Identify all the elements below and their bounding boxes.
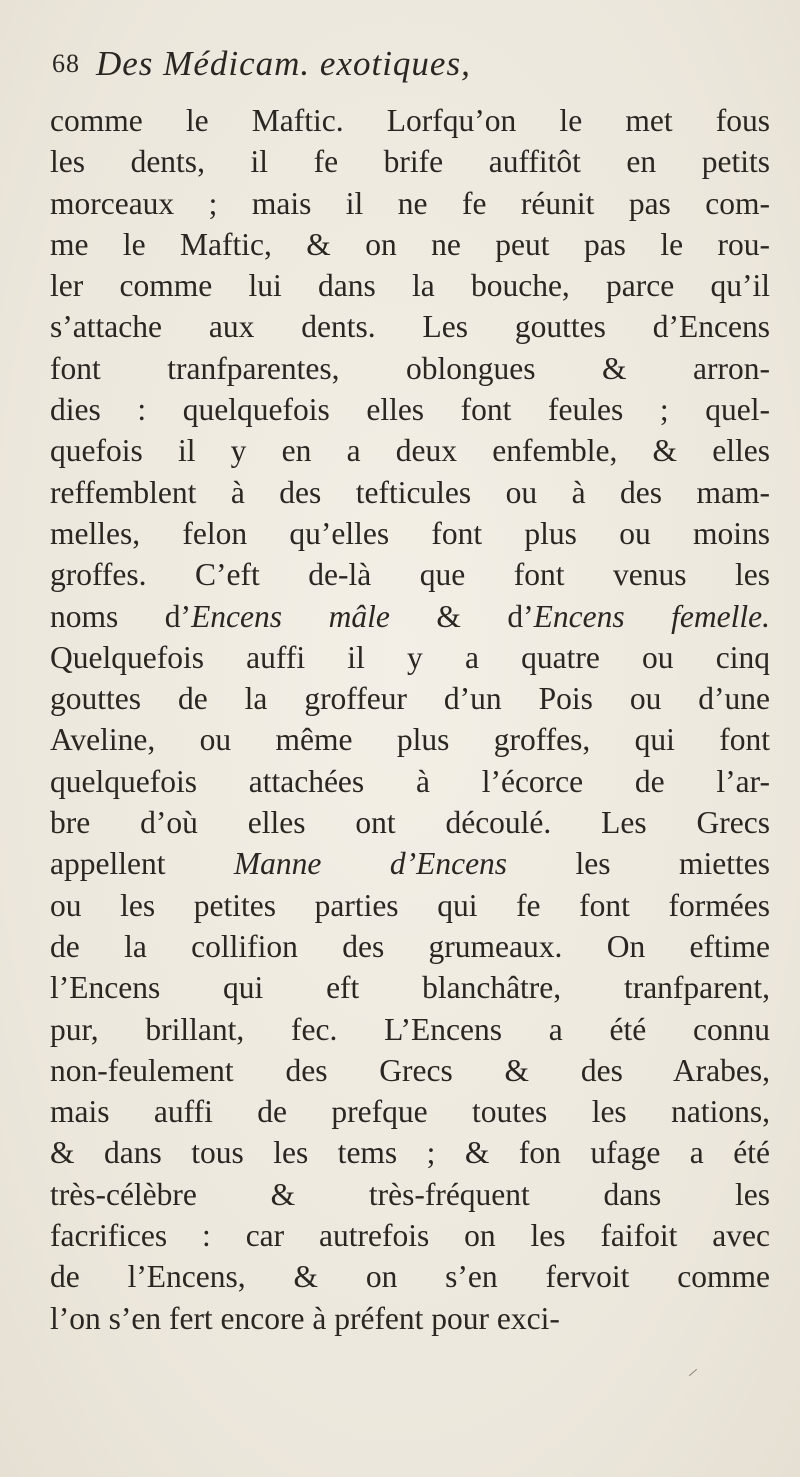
text-line: de l’Encens, & on s’en fervoit comme bbox=[50, 1259, 770, 1295]
text-line: pur, brillant, fec. L’Encens a été connu bbox=[50, 1011, 770, 1047]
text-line: morceaux ; mais il ne fe réunit pas com- bbox=[50, 185, 770, 221]
text-line: ler comme lui dans la bouche, parce qu’il bbox=[50, 268, 770, 304]
running-title: Des Médicam. exotiques, bbox=[96, 44, 471, 83]
text-line: l’Encens qui eft blanchâtre, tranfparent, bbox=[50, 970, 770, 1006]
text-line: de la collifion des grumeaux. On eftime bbox=[50, 928, 770, 964]
page-number: 68 bbox=[52, 49, 80, 78]
text-line: non-feulement des Grecs & des Arabes, bbox=[50, 1052, 770, 1088]
running-header bbox=[52, 44, 772, 94]
text-line: mais auffi de prefque toutes les nations, bbox=[50, 1094, 770, 1130]
text-line: facrifices : car autrefois on les faifoit avec bbox=[50, 1218, 770, 1254]
text-line: melles, felon qu’elles font plus ou moins bbox=[50, 515, 770, 551]
text-line: les dents, il fe brife auffitôt en petits bbox=[50, 144, 770, 180]
text-line: l’on s’en fert encore à préfent pour exci- bbox=[50, 1300, 560, 1336]
text-line: gouttes de la groffeur d’un Pois ou d’une bbox=[50, 681, 770, 717]
text-line: appellent Manne d’Encens les miettes bbox=[50, 846, 770, 882]
text-line: me le Maftic, & on ne peut pas le rou- bbox=[50, 226, 770, 262]
text-line: quelquefois attachées à l’écorce de l’ar- bbox=[50, 763, 770, 799]
ink-mark bbox=[689, 1369, 697, 1376]
text-line: bre d’où elles ont découlé. Les Grecs bbox=[50, 805, 770, 841]
text-line: ou les petites parties qui fe font formées bbox=[50, 887, 770, 923]
text-line: & dans tous les tems ; & fon ufage a été bbox=[50, 1135, 770, 1171]
text-line: très-célèbre & très-fréquent dans les bbox=[50, 1176, 770, 1212]
text-line: dies : quelquefois elles font feules ; quel- bbox=[50, 392, 770, 428]
text-line: comme le Maftic. Lorfqu’on le met fous bbox=[50, 103, 770, 138]
text-line: reffemblent à des tefticules ou à des mam- bbox=[50, 474, 770, 510]
text-line: Aveline, ou même plus groffes, qui font bbox=[50, 722, 770, 758]
body-text bbox=[50, 100, 770, 1339]
text-line: Quelquefois auffi il y a quatre ou cinq bbox=[50, 639, 770, 675]
text-line: s’attache aux dents. Les gouttes d’Encens bbox=[50, 309, 770, 345]
text-line: groffes. C’eft de-là que font venus les bbox=[50, 557, 770, 593]
text-line: font tranfparentes, oblongues & arron- bbox=[50, 350, 770, 386]
text-line: quefois il y en a deux enfemble, & elles bbox=[50, 433, 770, 469]
text-line: noms d’Encens mâle & d’Encens femelle. bbox=[50, 598, 770, 634]
